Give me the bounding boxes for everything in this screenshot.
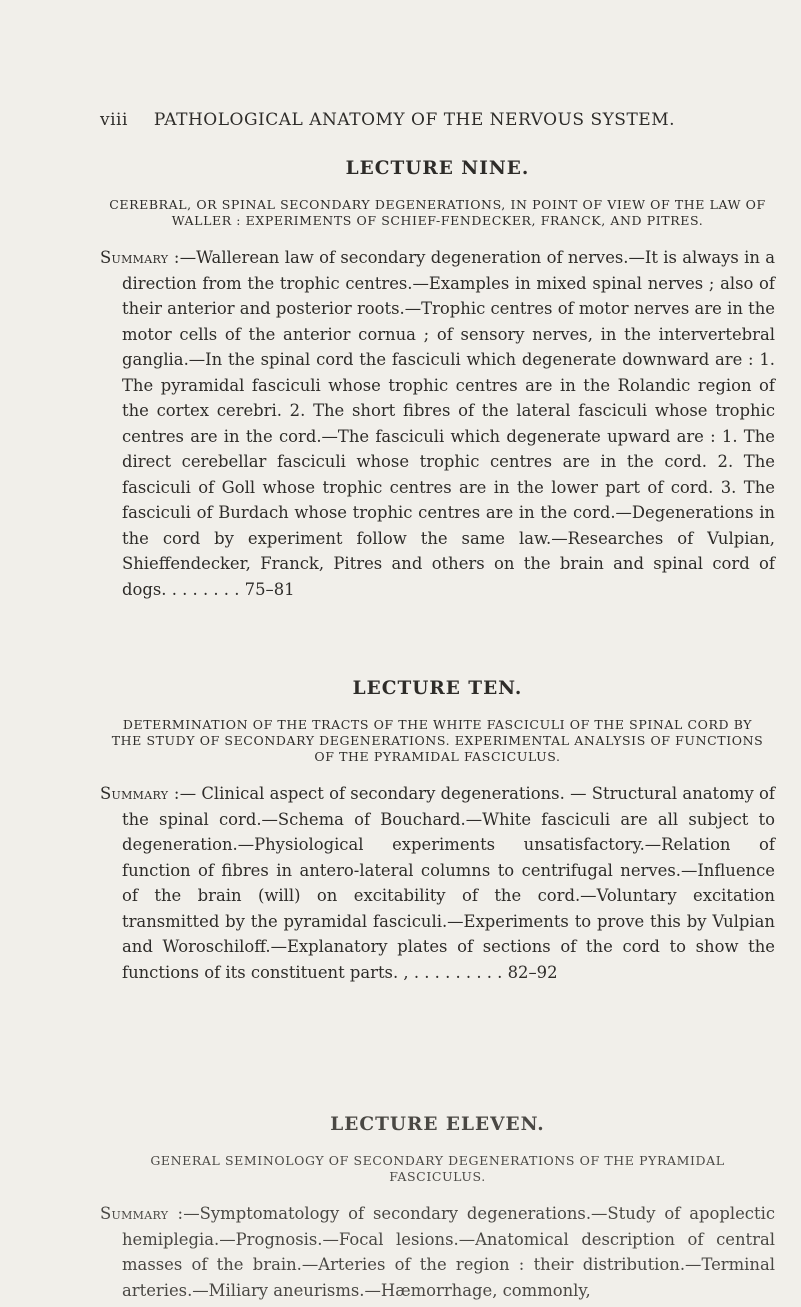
running-head (100, 110, 780, 130)
lecture-title: LECTURE NINE. (345, 158, 530, 179)
page-number: viii (100, 110, 128, 130)
lecture-title: LECTURE TEN. (352, 678, 523, 699)
lecture-summary (100, 245, 775, 602)
lecture-subtitle: GENERAL SEMINOLOGY OF SECONDARY DEGENERATIONS OF THE PYRAMIDAL FASCICULUS. (150, 1153, 725, 1184)
lecture-subtitle: CEREBRAL, OR SPINAL SECONDARY DEGENERATIONS, IN POINT OF VIEW OF THE LAW OF WALLER : EXPERIMENTS OF SCHIEF-FENDECKER, FRANCK, AND PITRES. (109, 197, 766, 228)
page-range: 82–92 (507, 962, 558, 982)
summary-label: Summary : (100, 784, 180, 803)
summary-text: —Wallerean law of secondary degeneration of nerves.—It is always in a direction from the trophic centres.—Examples in mixed spinal nerves ; also of their anterior and posterior roots.—Trophic centres of motor nerves are in the motor cells of the anterior cornua ; of sensory nerves, in the intervertebral ganglia.—In the spinal cord the fasciculi which degenerate downward are : 1. The pyramidal fasciculi whose trophic centres are in the Rolandic region of the cortex cerebri. 2. The short fibres of the lateral fasciculi whose trophic centres are in the cord.—The fasciculi which degenerate upward are : 1. The direct cerebellar fasciculi whose trophic centres are in the cord. 2. The fasciculi of Goll whose trophic centres are in the lower part of cord. 3. The fasciculi of Burdach whose trophic centres are in the cord.—Degenerations in the cord by experiment follow the same law.—Researches of Vulpian, Shieffendecker, Franck, Pitres and others on the brain and spinal cord of dogs. (122, 248, 775, 599)
lecture-summary (100, 781, 775, 985)
lecture-subtitle: DETERMINATION OF THE TRACTS OF THE WHITE FASCICULI OF THE SPINAL CORD BY THE STUDY OF SECONDARY DEGENERATIONS. EXPERIMENTAL ANALYSIS OF FUNCTIONS OF THE PYRAMIDAL FASCICULUS. (111, 717, 764, 764)
leader-dots: . . . . . . . (166, 579, 245, 599)
running-title: PATHOLOGICAL ANATOMY OF THE NERVOUS SYSTEM. (153, 110, 676, 130)
leader-dots: , . . . . . . . . . (398, 962, 508, 982)
summary-label: Summary : (100, 248, 180, 267)
summary-text: —Symptomatology of secondary degenerations.—Study of apoplectic hemiplegia.—Prognosis.—Focal lesions.—Anatomical description of central masses of the brain.—Arteries of the region : their distribution.—Terminal arteries.—Miliary aneurisms.—Hæmorrhage, commonly, (122, 1204, 775, 1300)
lecture-title: LECTURE ELEVEN. (330, 1114, 545, 1135)
summary-text: — Clinical aspect of secondary degenerations. — Structural anatomy of the spinal cord.—Schema of Bouchard.—White fasciculi are all subject to degeneration.—Physiological experiments unsatisfactory.—Relation of function of fibres in antero-lateral columns to centrifugal nerves.—Influence of the brain (will) on excitability of the cord.—Voluntary excitation transmitted by the pyramidal fasciculi.—Experiments to prove this by Vulpian and Woroschiloff.—Explanatory plates of sections of the cord to show the functions of its constituent parts. (122, 784, 775, 982)
summary-label: Summary : (100, 1204, 184, 1223)
lecture-ten (100, 678, 775, 985)
lecture-summary (100, 1201, 775, 1303)
page-range: 75–81 (244, 579, 295, 599)
lecture-eleven (100, 1114, 775, 1303)
lecture-nine (100, 158, 775, 602)
